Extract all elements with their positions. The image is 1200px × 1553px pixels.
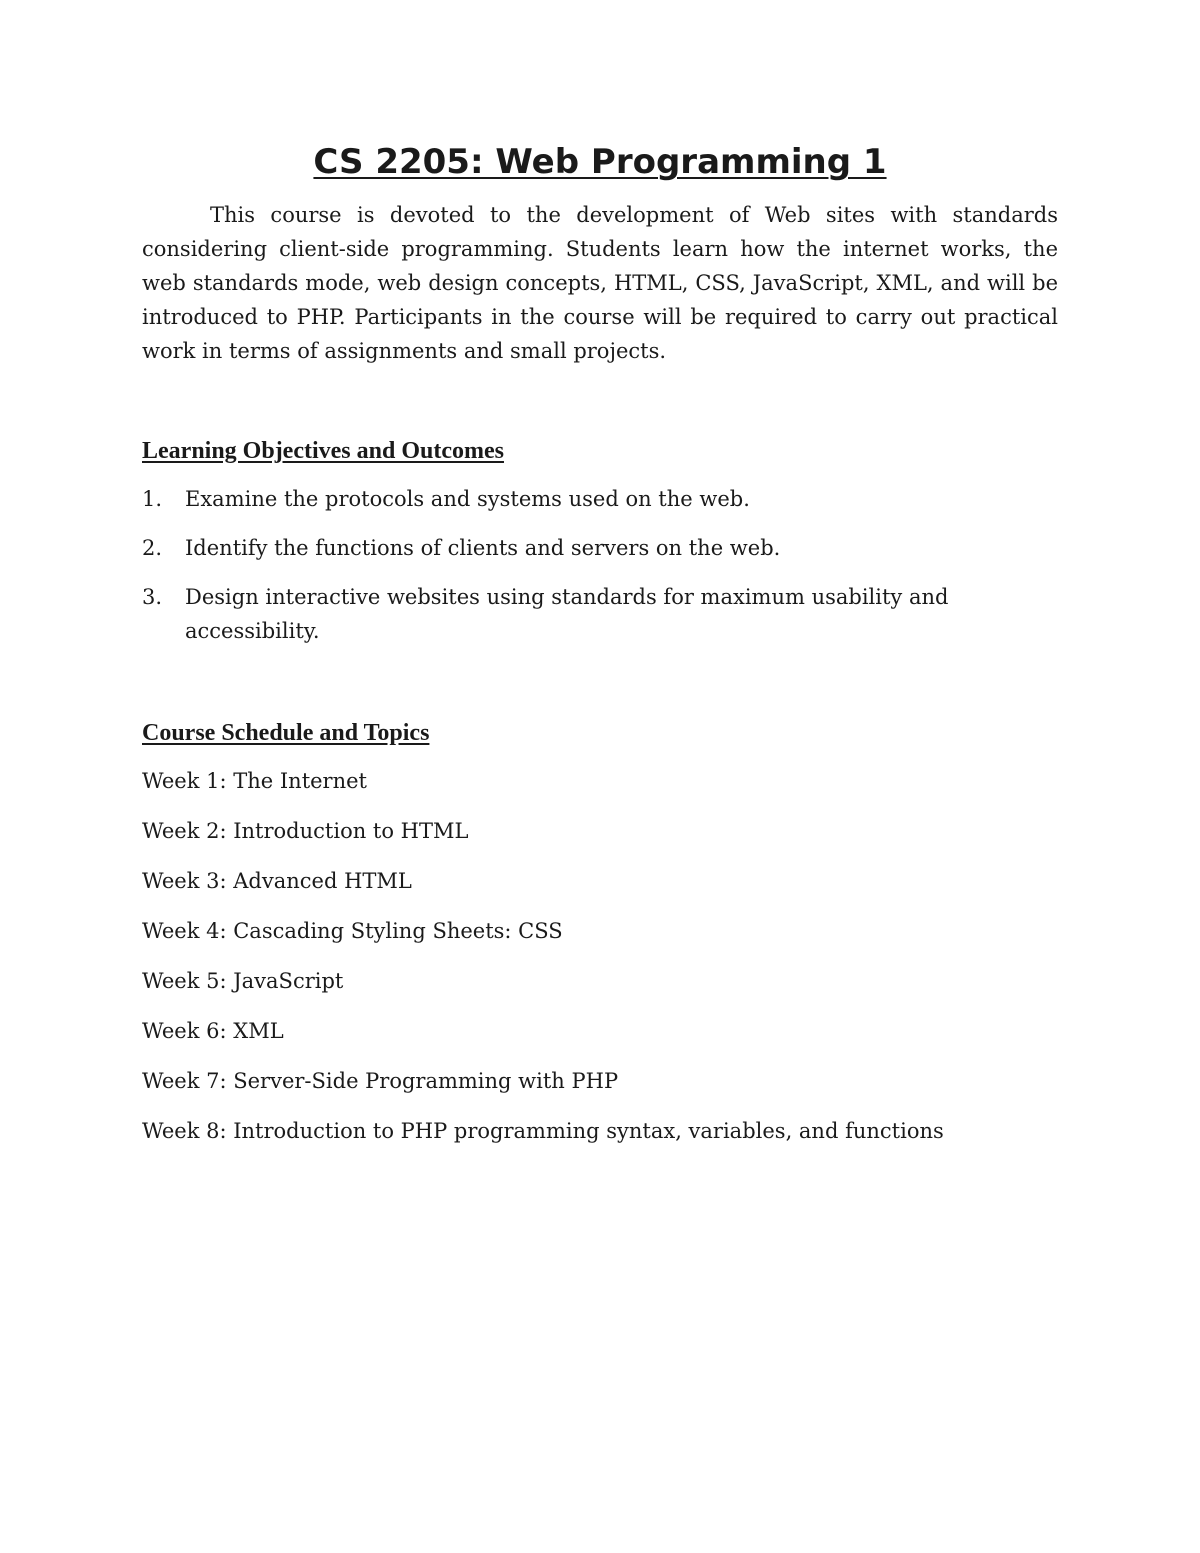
objective-number: 3. — [142, 585, 163, 609]
objective-text: Examine the protocols and systems used on the web. — [185, 487, 750, 511]
objective-number: 2. — [142, 536, 163, 560]
schedule-week-4: Week 4: Cascading Styling Sheets: CSS — [142, 919, 563, 943]
schedule-week-6: Week 6: XML — [142, 1019, 284, 1043]
schedule-week-1: Week 1: The Internet — [142, 769, 367, 793]
schedule-week-5: Week 5: JavaScript — [142, 969, 344, 993]
objective-number: 1. — [142, 487, 163, 511]
objective-item — [142, 580, 1002, 648]
course-description: This course is devoted to the development of Web sites with standards considering client-side programming. Students learn how the internet works, the web standards mode, web design concepts, HTML, CSS, JavaScript, XML, and will be introduced to PHP. Participants in the course will be required to carry out practical work in terms of assignments and small projects. — [142, 203, 1058, 363]
schedule-week-8: Week 8: Introduction to PHP programming syntax, variables, and functions — [142, 1119, 944, 1143]
schedule-heading: Course Schedule and Topics — [142, 720, 430, 746]
objectives-list — [142, 482, 1002, 663]
schedule-week-7: Week 7: Server-Side Programming with PHP — [142, 1069, 619, 1093]
objective-text: Design interactive websites using standards for maximum usability and accessibility. — [185, 585, 949, 643]
schedule-week-2: Week 2: Introduction to HTML — [142, 819, 469, 843]
document-title-text: CS 2205: Web Programming 1 — [313, 142, 887, 182]
objective-text: Identify the functions of clients and servers on the web. — [185, 536, 781, 560]
schedule-list — [142, 764, 1042, 1164]
objective-item — [142, 482, 1002, 516]
objective-item — [142, 531, 1002, 565]
objectives-heading: Learning Objectives and Outcomes — [142, 438, 504, 464]
document-title — [0, 140, 1200, 184]
schedule-week-3: Week 3: Advanced HTML — [142, 869, 412, 893]
